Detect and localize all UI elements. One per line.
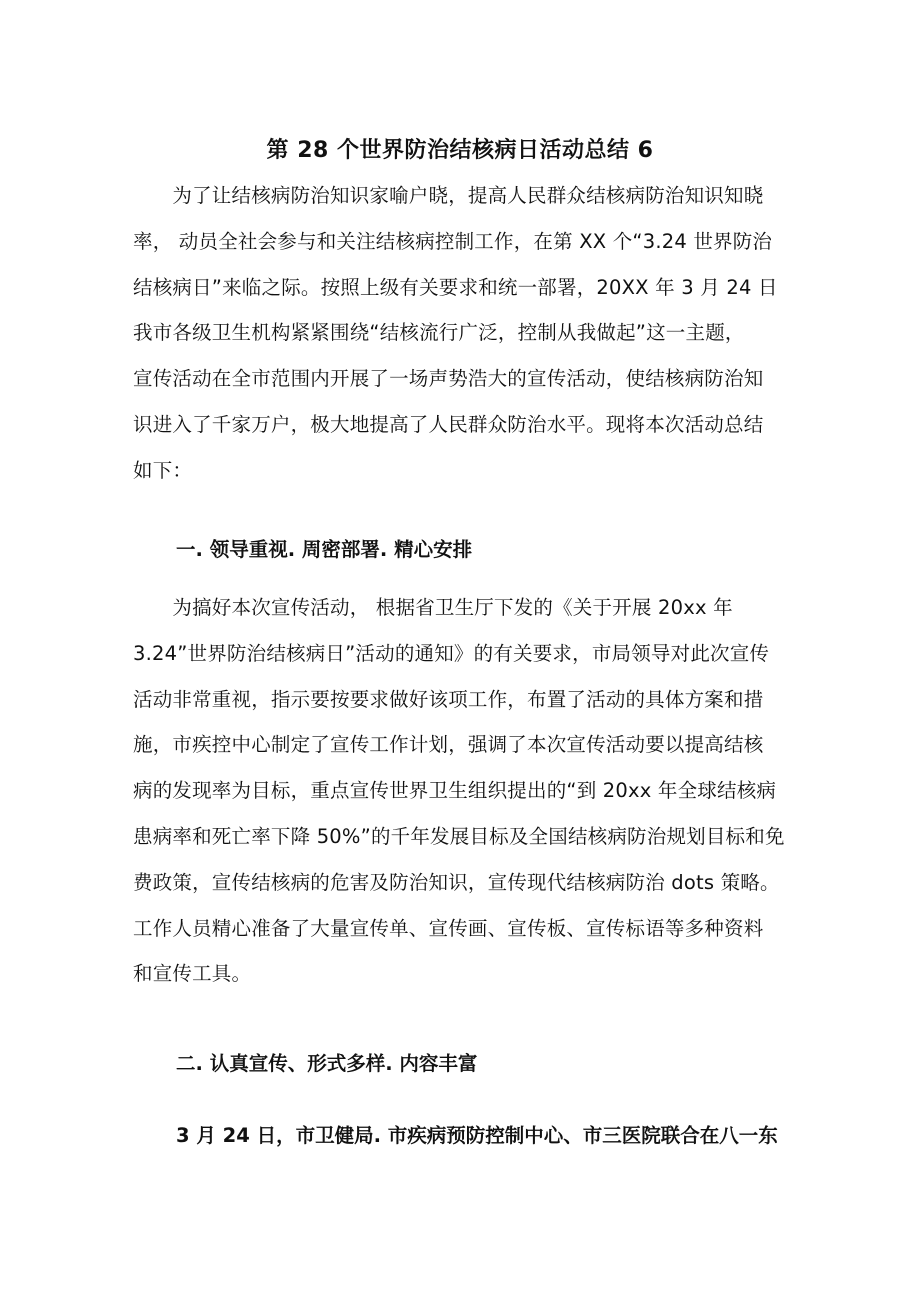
section-2-heading: 二. 认真宣传、形式多样. 内容丰富 <box>176 1052 478 1075</box>
section-1-line: 活动非常重视，指示要按要求做好该项工作，布置了活动的具体方案和措 <box>133 687 764 711</box>
section-1-line: 3.24”世界防治结核病日”活动的通知》的有关要求，市局领导对此次宣传 <box>133 641 770 665</box>
section-1-line: 患病率和死亡率下降 50%”的千年发展目标及全国结核病防治规划目标和免 <box>133 824 785 848</box>
section-1-line: 病的发现率为目标，重点宣传世界卫生组织提出的“到 20xx 年全球结核病 <box>133 779 777 803</box>
document-title: 第 28 个世界防治结核病日活动总结 6 <box>266 138 654 163</box>
intro-line: 宣传活动在全市范围内开展了一场声势浩大的宣传活动，使结核病防治知 <box>133 367 764 391</box>
section-1-heading: 一. 领导重视. 周密部署. 精心安排 <box>176 538 473 561</box>
intro-line: 如下： <box>133 458 193 482</box>
section-2-lead-line: 3 月 24 日，市卫健局. 市疾病预防控制中心、市三医院联合在八一东 <box>176 1124 778 1147</box>
intro-paragraph <box>133 173 803 494</box>
intro-line: 为了让结核病防治知识家喻户晓，提高人民群众结核病防治知识知晓 <box>133 184 764 207</box>
intro-line: 识进入了千家万户，极大地提高了人民群众防治水平。现将本次活动总结 <box>133 412 764 436</box>
intro-line: 率， 动员全社会参与和关注结核病控制工作，在第 XX 个“3.24 世界防治 <box>133 229 773 253</box>
intro-line: 结核病日”来临之际。按照上级有关要求和统一部署，20XX 年 3 月 24 日 <box>133 275 778 299</box>
section-1-line: 和宣传工具。 <box>133 962 252 986</box>
section-1-line: 施，市疾控中心制定了宣传工作计划，强调了本次宣传活动要以提高结核 <box>133 733 764 757</box>
section-1-paragraph <box>133 585 803 997</box>
section-1-line: 费政策，宣传结核病的危害及防治知识，宣传现代结核病防治 dots 策略。 <box>133 870 780 894</box>
section-1-line: 为搞好本次宣传活动， 根据省卫生厅下发的《关于开展 20xx 年 <box>133 596 733 619</box>
section-1-line: 工作人员精心准备了大量宣传单、宣传画、宣传板、宣传标语等多种资料 <box>133 916 764 940</box>
intro-line: 我市各级卫生机构紧紧围绕“结核流行广泛，控制从我做起”这一主题， <box>133 321 745 345</box>
